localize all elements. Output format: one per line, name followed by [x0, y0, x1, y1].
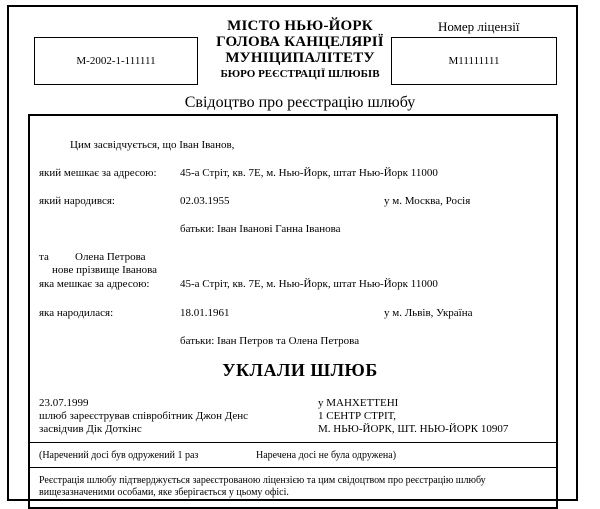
bride-birth-place: у м. Львів, Україна: [384, 307, 473, 319]
ceremony-registrar: шлюб зареєстрував співробітник Джон Денс: [39, 410, 249, 422]
license-number: M11111111: [448, 55, 500, 67]
groom-born-label: який народився:: [39, 195, 115, 207]
header-city: МІСТО НЬЮ-ЙОРК: [227, 18, 373, 34]
ceremony-place-street: 1 СЕНТР СТРІТ,: [318, 410, 397, 422]
bride-prior-marriages: Наречена досі не була одружена): [256, 450, 397, 461]
groom-prior-marriages: (Наречений досі був одружений 1 раз: [39, 450, 199, 461]
groom-birth-place: у м. Москва, Росія: [384, 195, 471, 207]
bride-born-label: яка народилася:: [39, 307, 114, 319]
certificate-number-box: [34, 37, 198, 85]
ceremony-place-city: М. НЬЮ-ЙОРК, ШТ. НЬЮ-ЙОРК 10907: [318, 423, 509, 435]
header-office: ГОЛОВА КАНЦЕЛЯРІЇ: [216, 34, 384, 50]
certificate-title: Свідоцтво про реєстрацію шлюбу: [184, 94, 416, 111]
license-label: Номер ліцензії: [438, 19, 520, 34]
ceremony-place-borough: у МАНХЕТТЕНІ: [318, 397, 399, 409]
bride-and-label: та: [39, 251, 49, 263]
groom-parents: батьки: Іван Іванові Ганна Іванова: [180, 223, 341, 235]
header-municipality: МУНІЦИПАЛІТЕТУ: [225, 50, 375, 66]
footer-note-line2: вищезазначеними особами, яке зберігається у цьому офісі.: [39, 487, 289, 498]
bride-birth-date: 18.01.1961: [180, 307, 230, 319]
groom-birth-date: 02.03.1955: [180, 195, 230, 207]
certificate-number: M-2002-1-111111: [76, 55, 156, 67]
bride-name: Олена Петрова: [75, 251, 146, 263]
married-heading: УКЛАЛИ ШЛЮБ: [222, 360, 378, 380]
divider-upper: [30, 442, 556, 443]
bride-parents: батьки: Іван Петров та Олена Петрова: [180, 335, 360, 347]
issuing-office-header: [200, 18, 400, 82]
footer-note-line1: Реєстрація шлюбу підтверджується зареєстрованою ліцензією та цим свідоцтвом про реєстрацію шлюбу: [39, 475, 486, 486]
license-number-box: [391, 37, 557, 85]
ceremony-witness: засвідчив Дік Доткінс: [39, 423, 142, 435]
bride-address-label: яка мешкає за адресою:: [39, 278, 150, 290]
groom-intro: Цим засвідчується, що Іван Іванов,: [70, 139, 235, 151]
header-bureau: БЮРО РЕЄСТРАЦІЇ ШЛЮБІВ: [220, 68, 380, 80]
groom-address: 45-а Стріт, кв. 7Е, м. Нью-Йорк, штат Нью-Йорк 11000: [180, 167, 438, 179]
groom-address-label: який мешкає за адресою:: [39, 167, 157, 179]
bride-address: 45-а Стріт, кв. 7Е, м. Нью-Йорк, штат Нью-Йорк 11000: [180, 278, 438, 290]
divider-lower: [30, 467, 556, 468]
ceremony-date: 23.07.1999: [39, 397, 89, 409]
bride-new-surname: нове прізвище Іванова: [52, 264, 158, 276]
